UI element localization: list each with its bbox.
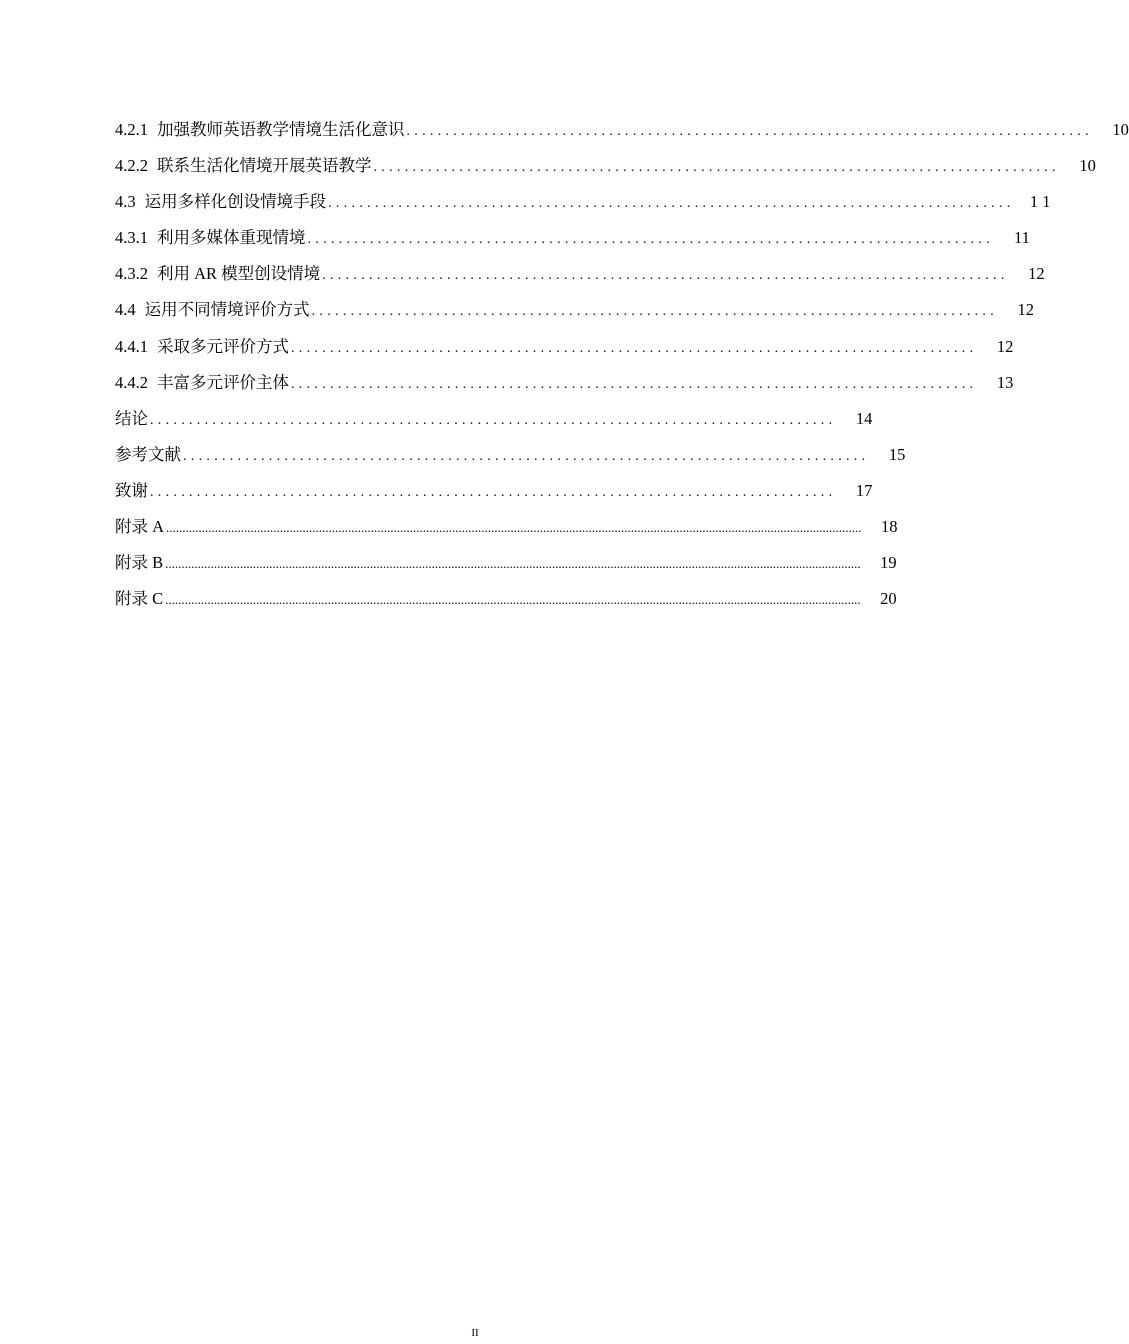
toc-entry-page: 1 1 xyxy=(1029,192,1051,212)
toc-entry[interactable] xyxy=(115,335,1014,359)
toc-entry[interactable] xyxy=(115,262,1045,286)
toc-entry-page: 12 xyxy=(1028,264,1045,284)
toc-entry[interactable] xyxy=(115,190,1051,214)
toc-entry-number: 4.3.1 xyxy=(115,228,148,248)
dot-leader: ........................................................................................ xyxy=(406,124,1093,139)
toc-entry-page: 14 xyxy=(855,408,873,428)
toc-entry-page: 13 xyxy=(996,372,1014,392)
toc-entry-appendix-c[interactable] xyxy=(115,587,897,611)
toc-entry-number: 4.4 xyxy=(115,300,136,320)
toc-entry-label xyxy=(115,226,308,250)
toc-entry-title: 丰富多元评价主体 xyxy=(157,372,289,392)
toc-entry-number: 4.2.2 xyxy=(115,156,148,176)
toc-entry-title: 加强教师英语教学情境生活化意识 xyxy=(157,120,405,139)
dot-leader: ...................................................................................................................................................................................................................... xyxy=(166,520,862,536)
toc-entry-title: 运用不同情境评价方式 xyxy=(144,300,310,320)
toc-entry[interactable] xyxy=(115,298,1035,322)
dot-leader: ........................................................................................ xyxy=(373,160,1060,176)
dot-leader: ........................................................................................ xyxy=(150,484,837,500)
toc-entry-label xyxy=(115,154,374,178)
toc-entry-page: 18 xyxy=(881,517,898,537)
dot-leader: ........................................................................................ xyxy=(328,196,1015,212)
toc-entry-label xyxy=(115,262,322,286)
dot-leader: ........................................................................................ xyxy=(311,304,999,320)
toc-entry-acknowledgements[interactable] xyxy=(115,479,873,503)
toc-entry-appendix-a[interactable] xyxy=(115,515,898,539)
toc-entry[interactable] xyxy=(115,118,1129,142)
page-number: II xyxy=(471,1327,479,1339)
toc-entry-appendix-b[interactable] xyxy=(115,551,897,575)
toc-entry-page: 20 xyxy=(880,589,897,609)
toc-entry-number: 4.4.1 xyxy=(115,336,148,356)
toc-entry-label xyxy=(115,298,312,322)
dot-leader: ........................................................................................ xyxy=(307,232,994,248)
toc-entry[interactable] xyxy=(115,226,1030,250)
toc-entry-label xyxy=(115,190,328,214)
toc-entry-number: 4.4.2 xyxy=(115,372,148,392)
toc-entry[interactable] xyxy=(115,371,1014,395)
dot-leader: ........................................................................................ xyxy=(322,268,1009,284)
toc-entry-page: 10 xyxy=(1112,120,1129,139)
toc-entry-page: 11 xyxy=(1014,228,1030,248)
toc-entry-page: 12 xyxy=(1017,300,1035,320)
toc-entry-title: 利用 AR 模型创设情境 xyxy=(157,264,321,284)
toc-entry-references[interactable] xyxy=(115,443,906,467)
toc-entry-page: 12 xyxy=(996,336,1014,356)
toc-entry-title: 联系生活化情境开展英语教学 xyxy=(157,156,372,176)
toc-entry-title: 结论 xyxy=(115,408,148,428)
dot-leader: ........................................................................................ xyxy=(183,448,870,464)
toc-entry-title: 附录 B xyxy=(115,553,164,573)
dot-leader: ...................................................................................................................................................................................................................... xyxy=(165,592,861,608)
toc-entry-page: 19 xyxy=(880,553,897,573)
toc-entry-number: 4.3.2 xyxy=(115,264,148,284)
toc-entry-conclusion[interactable] xyxy=(115,407,873,431)
dot-leader: ........................................................................................ xyxy=(291,340,978,356)
toc-entry-title: 利用多媒体重现情境 xyxy=(157,228,306,248)
toc-entry-number: 4.2.1 xyxy=(115,120,148,139)
toc-entry-title: 运用多样化创设情境手段 xyxy=(144,192,327,212)
toc-entry-title: 采取多元评价方式 xyxy=(157,336,289,356)
toc-entry-page: 15 xyxy=(888,444,906,464)
toc-entry-title: 附录 C xyxy=(115,589,164,609)
toc-entry-label xyxy=(115,118,407,142)
dot-leader: ........................................................................................ xyxy=(150,412,837,428)
toc-entry-title: 参考文献 xyxy=(115,444,181,464)
toc-entry-title: 致谢 xyxy=(115,480,148,500)
toc-entry-label xyxy=(115,371,291,395)
dot-leader: ........................................................................................ xyxy=(291,376,978,392)
toc-entry-number: 4.3 xyxy=(115,192,136,212)
toc-entry[interactable] xyxy=(115,154,1096,178)
table-of-contents xyxy=(115,118,1129,624)
toc-entry-label xyxy=(115,335,291,359)
dot-leader: ...................................................................................................................................................................................................................... xyxy=(165,556,861,572)
toc-entry-page: 17 xyxy=(855,480,873,500)
toc-entry-title: 附录 A xyxy=(115,517,165,537)
toc-entry-page: 10 xyxy=(1079,156,1096,176)
